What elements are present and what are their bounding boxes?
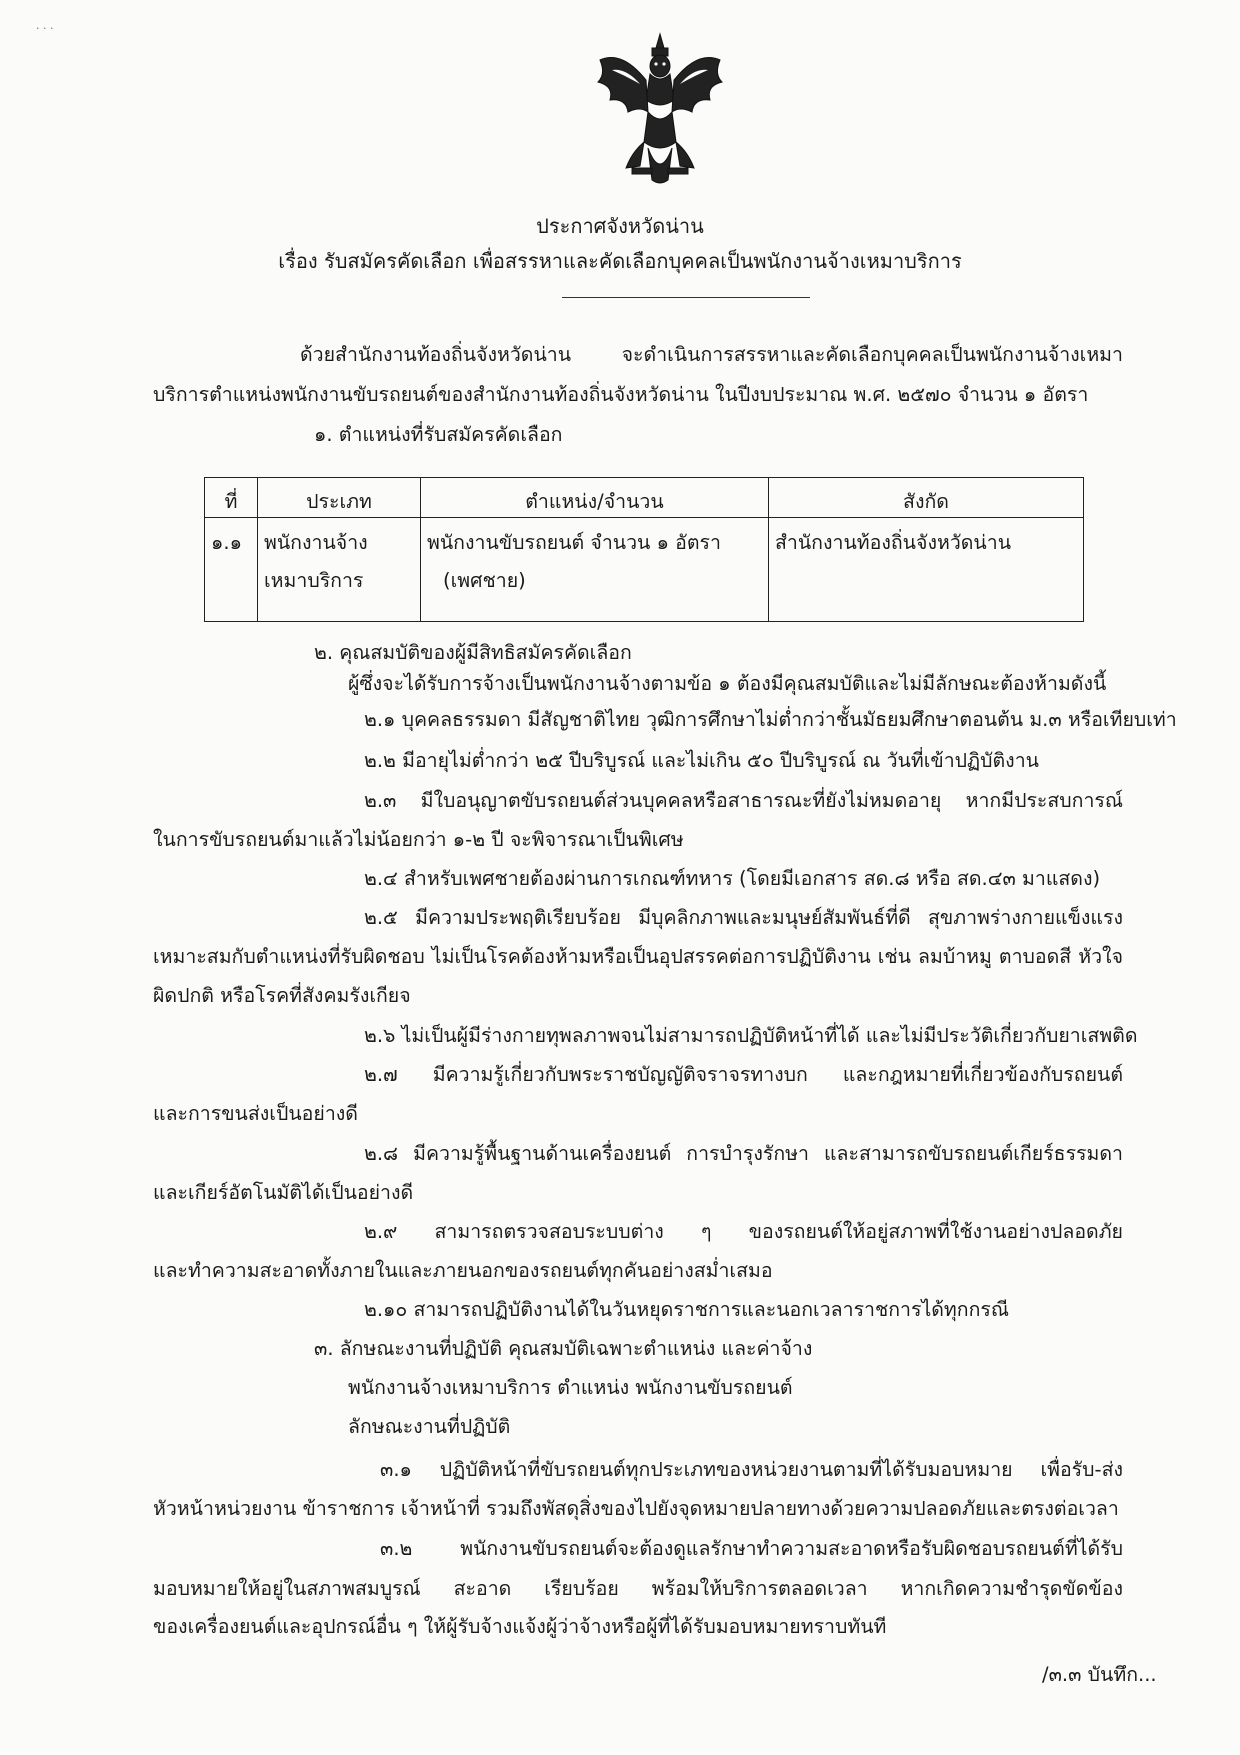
qualification-2-5-cont: เหมาะสมกับตำแหน่งที่รับผิดชอบ ไม่เป็นโรคต้องห้ามหรือเป็นอุปสรรคต่อการปฏิบัติงาน เช่น ลมบ้าหมู ตาบอดสี หัวใจ — [153, 945, 1123, 968]
duty-3-2-cont: มอบหมายให้อยู่ในสภาพสมบูรณ์ สะอาด เรียบร้อย พร้อมให้บริการตลอดเวลา หากเกิดความชำรุดขัดข้อง — [153, 1577, 1123, 1600]
table-header-unit: สังกัด — [769, 478, 1084, 518]
qualification-2-9: ๒.๙ สามารถตรวจสอบระบบต่าง ๆ ของรถยนต์ให้อยู่สภาพที่ใช้งานอย่างปลอดภัย — [364, 1220, 1123, 1243]
table-cell-unit: สำนักงานท้องถิ่นจังหวัดน่าน — [769, 518, 1084, 622]
section-3-duties-heading: ลักษณะงานที่ปฏิบัติ — [348, 1415, 511, 1438]
section-3-position: พนักงานจ้างเหมาบริการ ตำแหน่ง พนักงานขับรถยนต์ — [348, 1376, 793, 1399]
qualification-2-9-cont: และทำความสะอาดทั้งภายในและภายนอกของรถยนต์ทุกคันอย่างสม่ำเสมอ — [153, 1259, 773, 1282]
table-header-type: ประเภท — [258, 478, 421, 518]
qualification-2-8: ๒.๘ มีความรู้พื้นฐานด้านเครื่องยนต์ การบำรุงรักษา และสามารถขับรถยนต์เกียร์ธรรมดา — [364, 1142, 1123, 1165]
qualification-2-6: ๒.๖ ไม่เป็นผู้มีร่างกายทุพลภาพจนไม่สามารถปฏิบัติหน้าที่ได้ และไม่มีประวัติเกี่ยวกับยาเสพติด — [364, 1024, 1138, 1047]
qualification-2-10: ๒.๑๐ สามารถปฏิบัติงานได้ในวันหยุดราชการและนอกเวลาราชการได้ทุกกรณี — [364, 1298, 1009, 1321]
section-2-intro: ผู้ซึ่งจะได้รับการจ้างเป็นพนักงานจ้างตามข้อ ๑ ต้องมีคุณสมบัติและไม่มีลักษณะต้องห้ามดังนี้ — [348, 672, 1107, 695]
duty-3-1: ๓.๑ ปฏิบัติหน้าที่ขับรถยนต์ทุกประเภทของหน่วยงานตามที่ได้รับมอบหมาย เพื่อรับ-ส่ง — [380, 1458, 1123, 1481]
announcement-subject: เรื่อง รับสมัครคัดเลือก เพื่อสรรหาและคัดเลือกบุคคลเป็นพนักงานจ้างเหมาบริการ — [278, 249, 962, 273]
page-continuation: /๓.๓ บันทึก... — [1042, 1663, 1157, 1686]
table-header-no: ที่ — [205, 478, 258, 518]
qualification-2-7-cont: และการขนส่งเป็นอย่างดี — [153, 1102, 358, 1125]
duty-3-2-cont-2: ของเครื่องยนต์และอุปกรณ์อื่น ๆ ให้ผู้รับจ้างแจ้งผู้ว่าจ้างหรือผู้ที่ได้รับมอบหมายทราบทันที — [153, 1615, 887, 1638]
qualification-2-3: ๒.๓ มีใบอนุญาตขับรถยนต์ส่วนบุคคลหรือสาธารณะที่ยังไม่หมดอายุ หากมีประสบการณ์ — [364, 789, 1123, 812]
table-cell-position: พนักงานขับรถยนต์ จำนวน ๑ อัตรา (เพศชาย) — [421, 518, 769, 622]
qualification-2-5-cont-2: ผิดปกติ หรือโรคที่สังคมรังเกียจ — [153, 984, 411, 1007]
intro-line-2: บริการตำแหน่งพนักงานขับรถยนต์ของสำนักงานท้องถิ่นจังหวัดน่าน ในปีงบประมาณ พ.ศ. ๒๕๗๐ จำนวน ๑ อัตรา — [153, 383, 1089, 406]
table-header-position: ตำแหน่ง/จำนวน — [421, 478, 769, 518]
qualification-2-5: ๒.๕ มีความประพฤติเรียบร้อย มีบุคลิกภาพและมนุษย์สัมพันธ์ที่ดี สุขภาพร่างกายแข็งแรง — [364, 906, 1123, 929]
qualification-2-4: ๒.๔ สำหรับเพศชายต้องผ่านการเกณฑ์ทหาร (โดยมีเอกสาร สด.๘ หรือ สด.๔๓ มาแสดง) — [364, 867, 1101, 890]
section-1-heading: ๑. ตำแหน่งที่รับสมัครคัดเลือก — [314, 423, 563, 446]
table-cell-type: พนักงานจ้าง เหมาบริการ — [258, 518, 421, 622]
scan-speck: · · · — [36, 22, 54, 35]
intro-line-1: ด้วยสำนักงานท้องถิ่นจังหวัดน่าน จะดำเนินการสรรหาและคัดเลือกบุคคลเป็นพนักงานจ้างเหมา — [300, 343, 1123, 366]
qualification-2-2: ๒.๒ มีอายุไม่ต่ำกว่า ๒๕ ปีบริบูรณ์ และไม่เกิน ๕๐ ปีบริบูรณ์ ณ วันที่เข้าปฏิบัติงาน — [364, 749, 1039, 772]
garuda-emblem-icon — [592, 30, 728, 190]
qualification-2-1: ๒.๑ บุคคลธรรมดา มีสัญชาติไทย วุฒิการศึกษาไม่ต่ำกว่าชั้นมัธยมศึกษาตอนต้น ม.๓ หรือเทียบเท่า — [364, 708, 1177, 731]
title-divider — [562, 297, 810, 298]
qualification-2-7: ๒.๗ มีความรู้เกี่ยวกับพระราชบัญญัติจราจรทางบก และกฎหมายที่เกี่ยวข้องกับรถยนต์ — [364, 1063, 1123, 1086]
table-cell-no: ๑.๑ — [205, 518, 258, 622]
duty-3-2: ๓.๒ พนักงานขับรถยนต์จะต้องดูแลรักษาทำความสะอาดหรือรับผิดชอบรถยนต์ที่ได้รับ — [380, 1537, 1123, 1560]
position-table — [204, 477, 1084, 622]
table-row — [205, 518, 1084, 622]
table-header-row — [205, 478, 1084, 518]
qualification-2-8-cont: และเกียร์อัตโนมัติได้เป็นอย่างดี — [153, 1181, 414, 1204]
announcement-title: ประกาศจังหวัดน่าน — [536, 214, 704, 238]
section-2-heading: ๒. คุณสมบัติของผู้มีสิทธิสมัครคัดเลือก — [314, 641, 632, 664]
qualification-2-3-cont: ในการขับรถยนต์มาแล้วไม่น้อยกว่า ๑-๒ ปี จะพิจารณาเป็นพิเศษ — [153, 828, 684, 851]
section-3-heading: ๓. ลักษณะงานที่ปฏิบัติ คุณสมบัติเฉพาะตำแหน่ง และค่าจ้าง — [314, 1337, 813, 1360]
duty-3-1-cont: หัวหน้าหน่วยงาน ข้าราชการ เจ้าหน้าที่ รวมถึงพัสดุสิ่งของไปยังจุดหมายปลายทางด้วยความปลอดภัยและตรงต่อเวลา — [153, 1497, 1119, 1520]
